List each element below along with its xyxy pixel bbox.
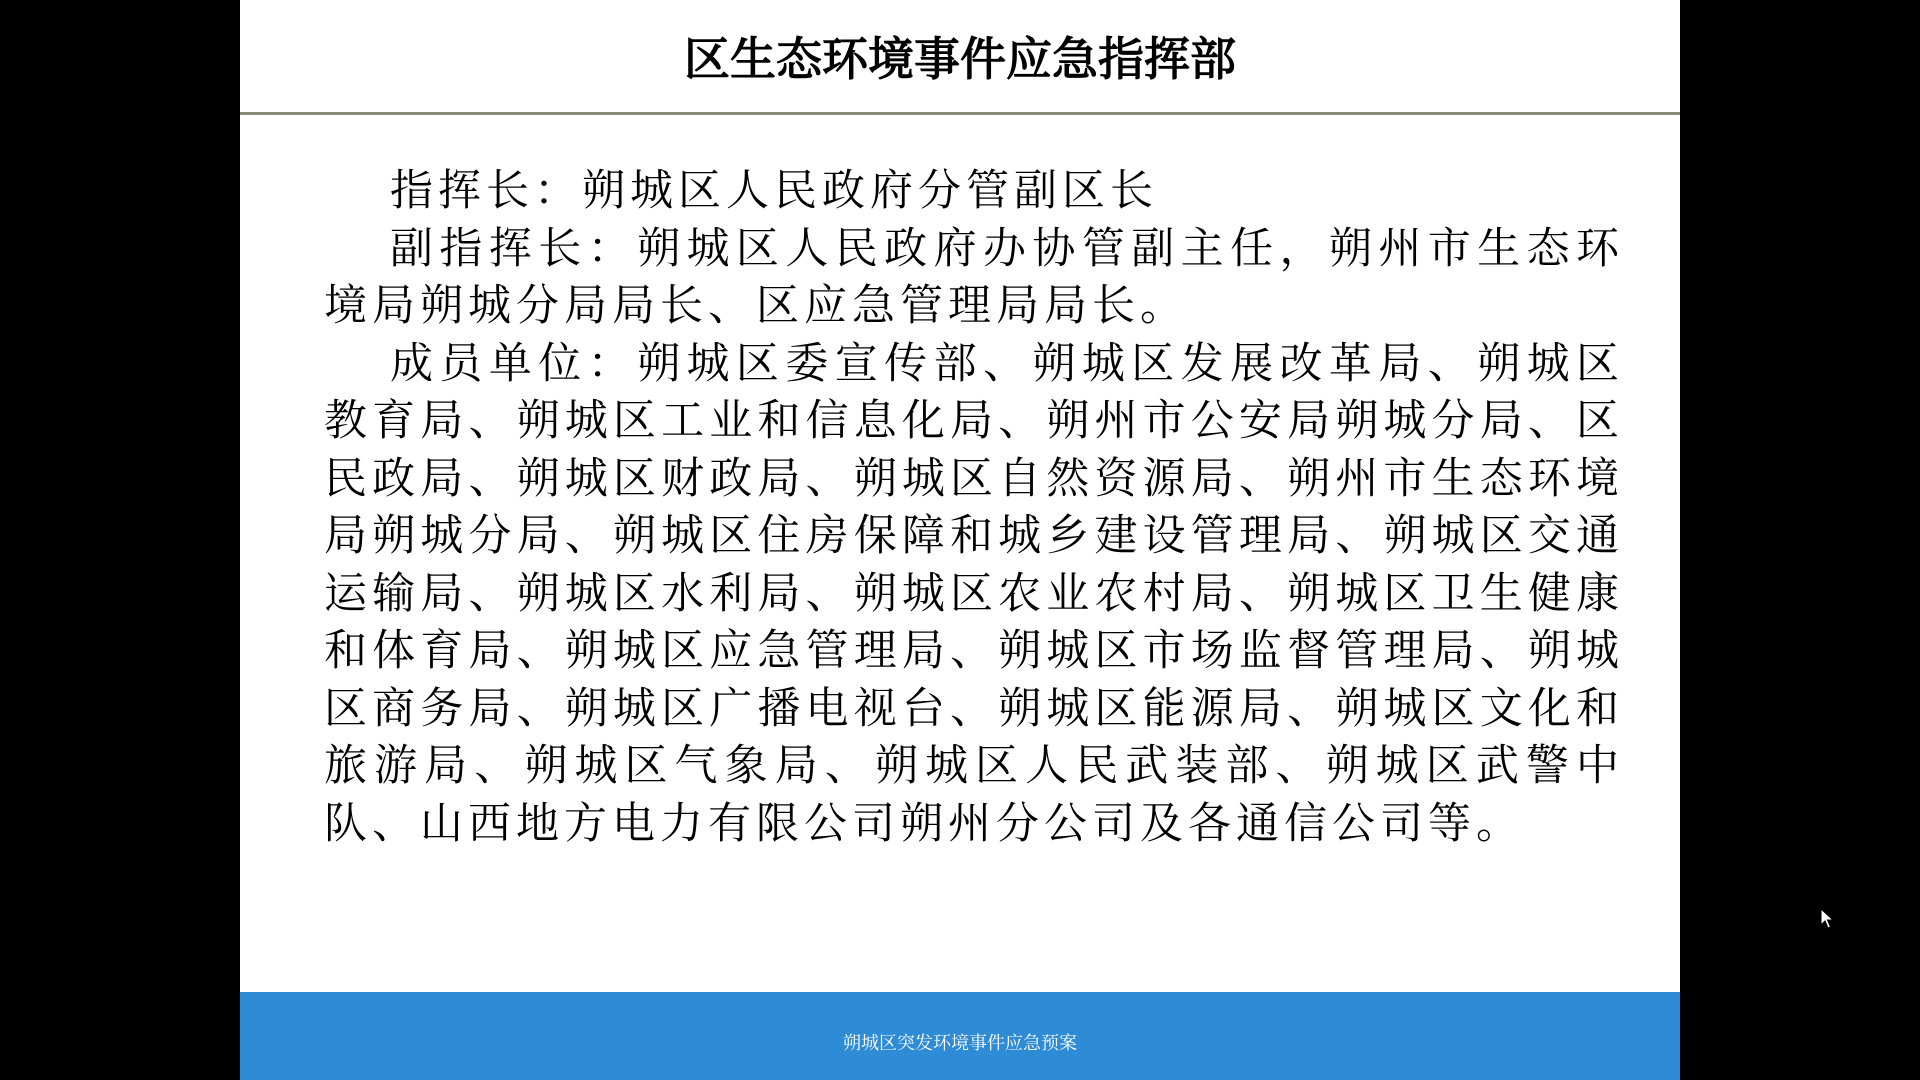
slide-body bbox=[324, 163, 1624, 853]
title-divider bbox=[240, 112, 1680, 115]
footer-caption: 朔城区突发环境事件应急预案 bbox=[843, 1033, 1077, 1054]
slide bbox=[240, 0, 1680, 1080]
slide-header bbox=[240, 0, 1680, 112]
member-units-paragraph: 成员单位：朔城区委宣传部、朔城区发展改革局、朔城区教育局、朔城区工业和信息化局、朔州市公安局朔城分局、区民政局、朔城区财政局、朔城区自然资源局、朔州市生态环境局朔城分局、朔城区住房保障和城乡建设管理局、朔城区交通运输局、朔城区水利局、朔城区农业农村局、朔城区卫生健康和体育局、朔城区应急管理局、朔城区市场监督管理局、朔城区商务局、朔城区广播电视台、朔城区能源局、朔城区文化和旅游局、朔城区气象局、朔城区人民武装部、朔城区武警中队、山西地方电力有限公司朔州分公司及各通信公司等。 bbox=[324, 338, 1624, 849]
slide-title: 区生态环境事件应急指挥部 bbox=[684, 32, 1236, 86]
commander-paragraph: 指挥长：朔城区人民政府分管副区长 bbox=[390, 166, 1158, 216]
mouse-pointer-icon bbox=[1820, 908, 1834, 930]
deputy-commander-paragraph: 副指挥长：朔城区人民政府办协管副主任，朔州市生态环境局朔城分局局长、区应急管理局局长。 bbox=[324, 223, 1624, 331]
slide-footer-bar bbox=[240, 992, 1680, 1080]
